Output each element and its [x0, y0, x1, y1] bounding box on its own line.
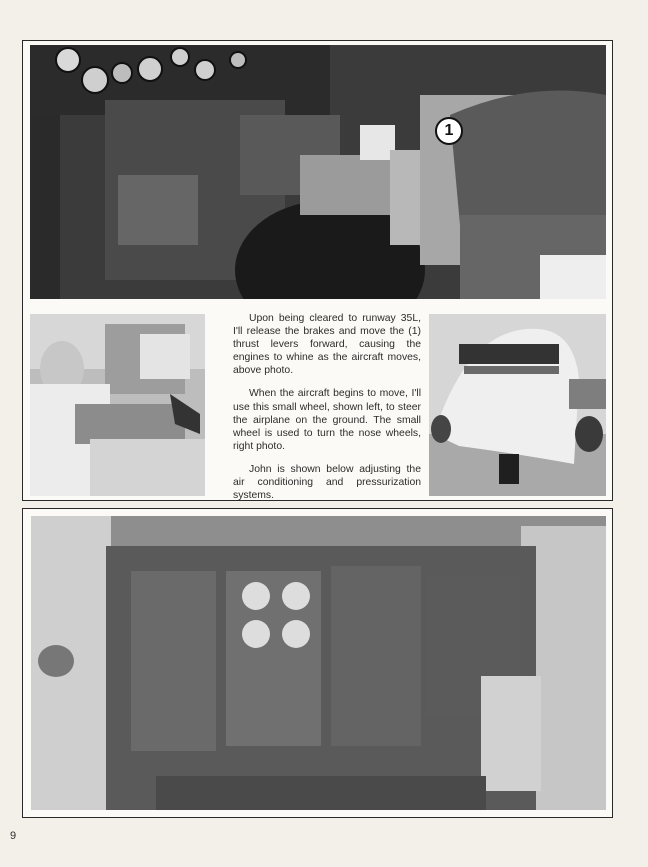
- callout-1: 1: [435, 117, 463, 145]
- thrust-levers-photo: [30, 45, 606, 299]
- overhead-panel-photo: [31, 516, 606, 810]
- caption-block: [233, 312, 421, 512]
- page-number: 9: [10, 830, 17, 842]
- caption-paragraph-1: Upon being cleared to runway 35L, I'll release the brakes and move the (1) thrust levers forward, causing the engines to whine as the aircraft moves, above photo.: [233, 313, 421, 377]
- steering-wheel-photo: [30, 314, 205, 496]
- caption-paragraph-2: When the aircraft begins to move, I'll use this small wheel, shown left, to steer the airplane on the ground. The small wheel is used to turn the nose wheels, right photo.: [233, 388, 421, 452]
- caption-paragraph-3: John is shown below adjusting the air conditioning and pressurization systems.: [233, 463, 421, 502]
- aircraft-front-photo: [429, 314, 606, 496]
